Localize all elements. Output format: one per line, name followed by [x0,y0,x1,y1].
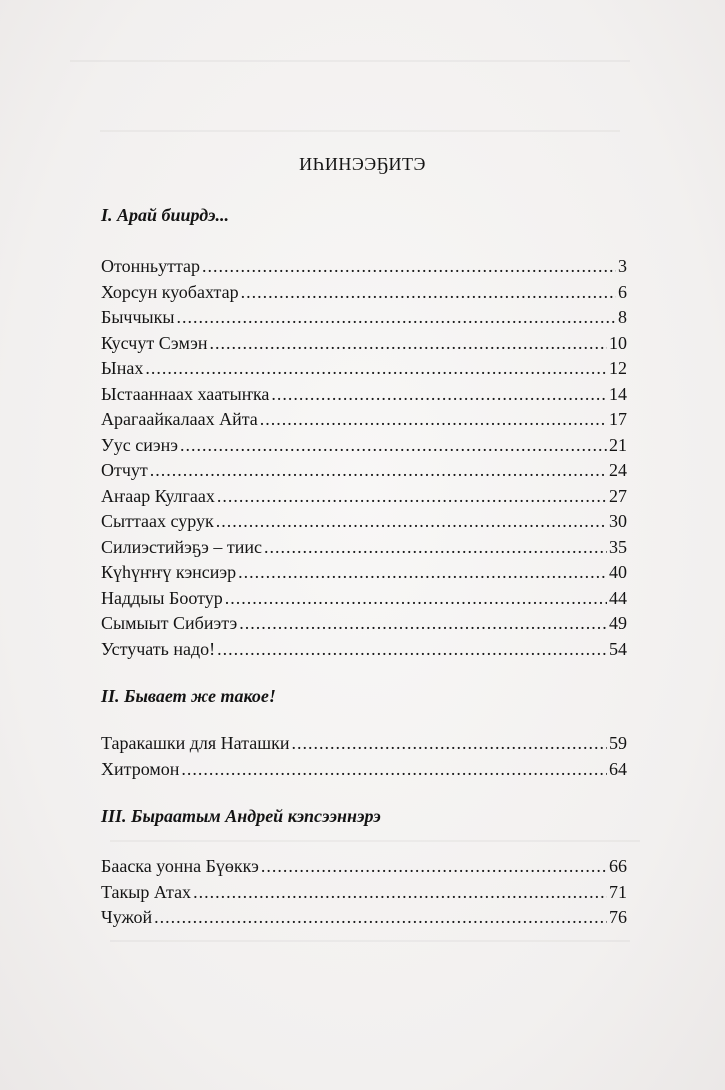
toc-entry-title: Кусчут Сэмэн [101,332,208,353]
toc-entry[interactable] [101,882,627,908]
toc-list [101,856,627,933]
toc-entry-page: 59 [609,733,627,753]
toc-entry-title: Сымыыт Сибиэтэ [101,613,238,633]
toc-entry-title: Арагаайкалаах Айта [101,409,258,429]
toc-entry[interactable] [101,460,627,486]
toc-entry-page: 8 [618,307,627,327]
toc-entry[interactable] [101,282,627,308]
toc-entry[interactable] [101,409,627,435]
bleed-through-line [110,940,630,942]
toc-entry-title: Сыттаах сурук [101,511,214,531]
toc-entry-title: Хитромон [101,758,180,779]
toc-entry-page: 44 [609,587,627,608]
toc-entry[interactable] [101,733,627,759]
toc-entry[interactable] [101,537,627,563]
toc-entry-title: Отчут [101,460,148,480]
toc-entry-title: Силиэстийэҕэ – тиис [101,536,262,557]
toc-entry-page: 30 [609,511,627,531]
toc-entry-page: 17 [609,409,627,429]
toc-entry-title: Уус сиэнэ [101,434,178,455]
dot-leader [217,639,607,660]
toc-entry[interactable] [101,333,627,359]
page-title: ИҺИНЭЭҔИТЭ [299,154,426,174]
dot-leader [193,882,607,903]
dot-leader [261,856,607,877]
dot-leader [154,907,607,928]
dot-leader [239,613,607,634]
toc-entry-page: 3 [618,256,627,276]
toc-entry[interactable] [101,856,627,882]
bleed-through-line [100,130,620,132]
dot-leader [225,588,607,609]
toc-entry[interactable] [101,613,627,639]
dot-leader [150,460,607,481]
toc-entry[interactable] [101,639,627,665]
toc-entry-page: 6 [618,281,627,302]
dot-leader [291,733,607,754]
toc-entry-page: 14 [609,383,627,404]
toc-list [101,256,627,664]
toc-entry-page: 21 [609,434,627,455]
section-heading: III. Быраатым Андрей кэпсээннэрэ [101,806,381,826]
toc-entry-page: 24 [609,460,627,480]
toc-entry-title: Такыр Атах [101,881,192,902]
toc-entry-title: Наддыы Боотур [101,587,223,608]
bleed-through-line [110,840,640,842]
toc-entry[interactable] [101,307,627,333]
toc-entry[interactable] [101,384,627,410]
dot-leader [181,759,607,780]
dot-leader [202,256,616,277]
toc-entry-title: Хорсун куобахтар [101,281,239,302]
toc-entry-page: 76 [609,907,627,927]
toc-entry-title: Таракашки для Наташки [101,733,290,753]
dot-leader [241,282,616,303]
dot-leader [238,562,607,583]
dot-leader [176,307,616,328]
dot-leader [264,537,607,558]
toc-entry-page: 66 [609,856,627,876]
toc-list [101,733,627,784]
toc-entry-title: Аҥаар Кулгаах [101,485,215,506]
section-heading: I. Арай биирдэ... [101,205,229,225]
dot-leader [209,333,607,354]
section-heading: II. Бывает же такое! [101,686,276,706]
toc-entry[interactable] [101,511,627,537]
dot-leader [145,358,607,379]
toc-entry[interactable] [101,907,627,933]
dot-leader [180,435,607,456]
toc-entry-title: Ынах [101,358,144,378]
dot-leader [216,511,607,532]
toc-entry[interactable] [101,358,627,384]
toc-entry[interactable] [101,256,627,282]
toc-entry-title: Устучать надо! [101,638,216,659]
toc-entry-page: 12 [609,358,627,378]
toc-entry-page: 35 [609,536,627,557]
toc-entry-page: 49 [609,613,627,633]
toc-entry-title: Отонньуттар [101,256,201,276]
dot-leader [260,409,607,430]
toc-entry-page: 71 [609,881,627,902]
dot-leader [217,486,607,507]
toc-entry-title: Чужой [101,907,153,927]
toc-entry[interactable] [101,435,627,461]
toc-entry[interactable] [101,759,627,785]
toc-entry-title: Ыстааннаах хаатыҥка [101,383,270,404]
dot-leader [271,384,607,405]
toc-entry-title: Быччыкы [101,307,175,327]
toc-entry-page: 64 [609,758,627,779]
toc-entry-page: 10 [609,332,627,353]
toc-entry-title: Бааска уонна Бүөккэ [101,856,259,876]
toc-entry[interactable] [101,588,627,614]
toc-entry-title: Күһүҥҥү кэнсиэр [101,562,237,582]
toc-entry[interactable] [101,562,627,588]
bleed-through-line [70,60,630,62]
toc-entry-page: 27 [609,485,627,506]
toc-entry-page: 40 [609,562,627,582]
toc-entry-page: 54 [609,638,627,659]
toc-entry[interactable] [101,486,627,512]
